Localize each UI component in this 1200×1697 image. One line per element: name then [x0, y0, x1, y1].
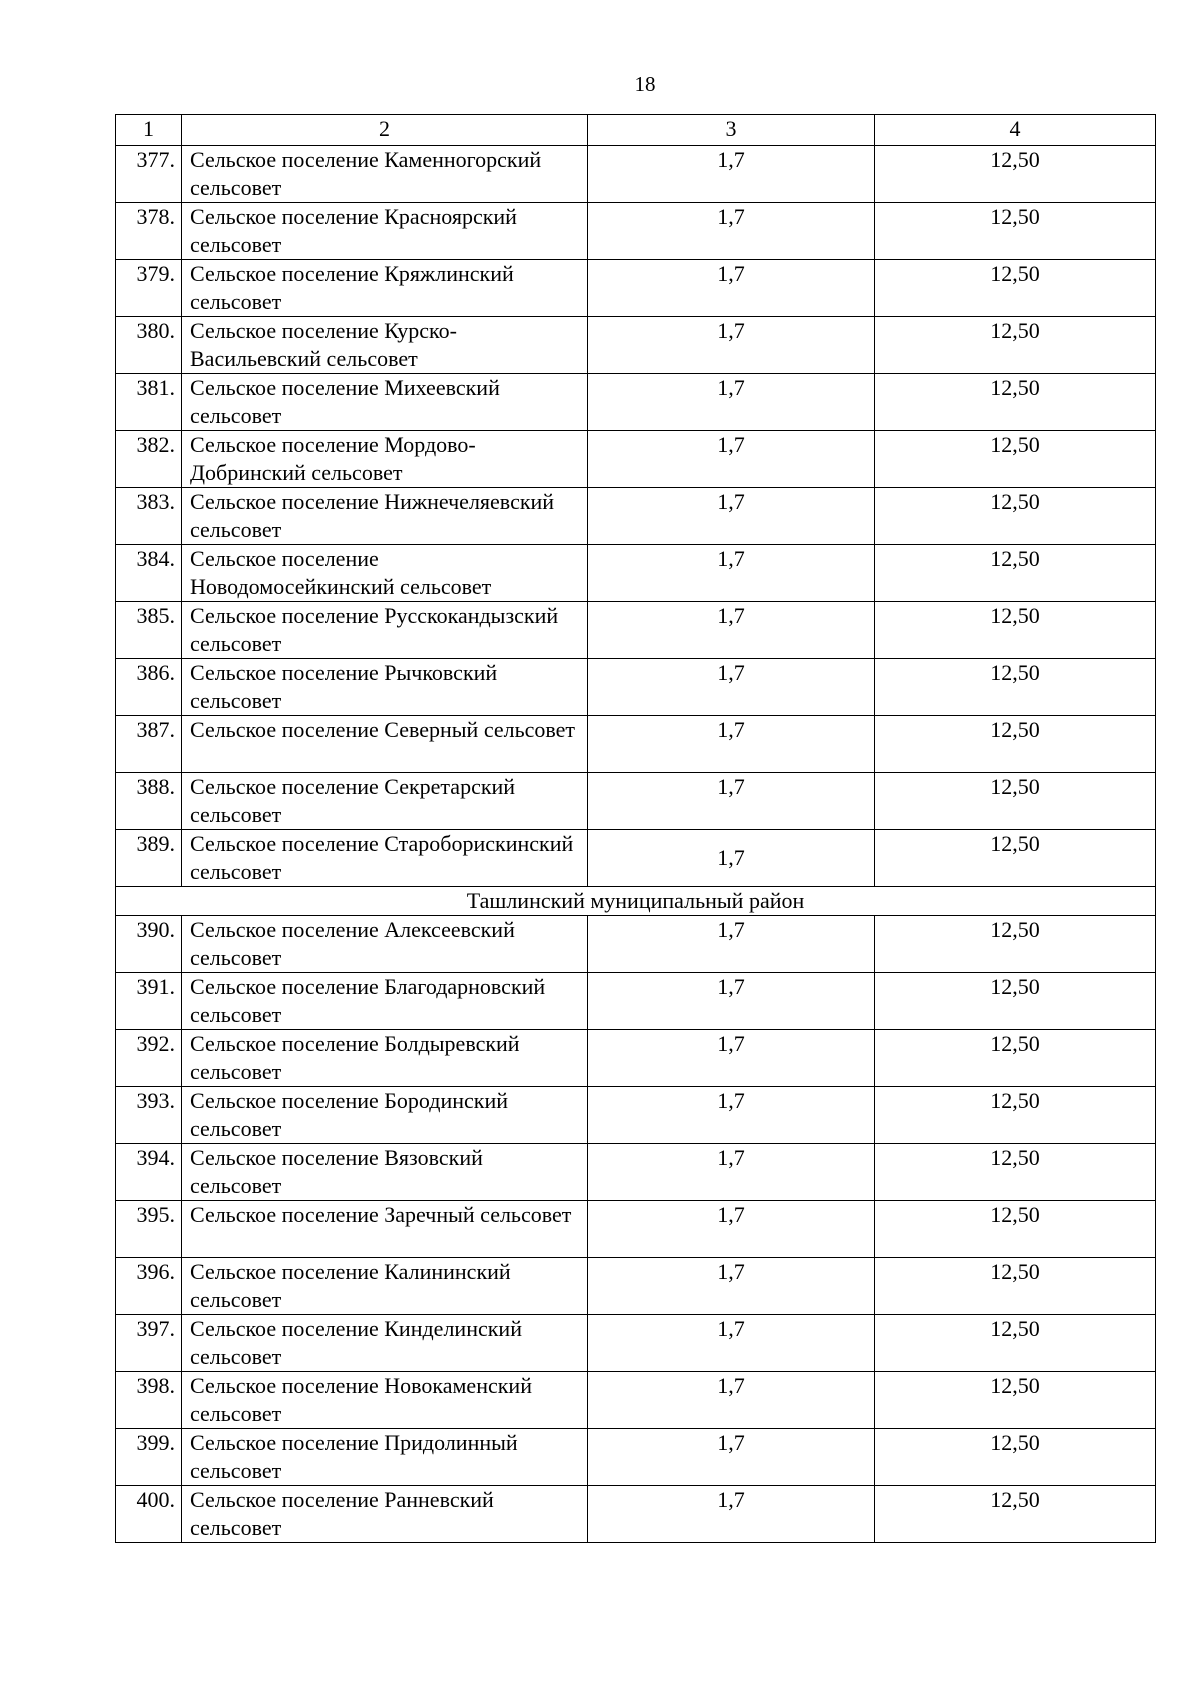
- settlement-name: Сельское поселение Вязовский сельсовет: [182, 1144, 588, 1201]
- coefficient-value: 1,7: [588, 431, 875, 488]
- row-number: 394.: [116, 1144, 182, 1201]
- coefficient-value: 1,7: [588, 1486, 875, 1543]
- settlement-name: Сельское поселение Алексеевский сельсовет: [182, 916, 588, 973]
- row-number: 377.: [116, 146, 182, 203]
- coefficient-value: 1,7: [588, 659, 875, 716]
- settlement-name: Сельское поселение Каменногорский сельсовет: [182, 146, 588, 203]
- table-header-row: [116, 115, 1156, 146]
- coefficient-value: 1,7: [588, 830, 875, 887]
- coefficient-value: 1,7: [588, 1201, 875, 1258]
- coefficient-value: 1,7: [588, 488, 875, 545]
- settlement-name: Сельское поселение Благодарновский сельсовет: [182, 973, 588, 1030]
- row-number: 399.: [116, 1429, 182, 1486]
- row-number: 396.: [116, 1258, 182, 1315]
- rate-value: 12,50: [875, 1087, 1156, 1144]
- rate-value: 12,50: [875, 1258, 1156, 1315]
- row-number: 395.: [116, 1201, 182, 1258]
- row-number: 383.: [116, 488, 182, 545]
- settlement-name: Сельское поселение Северный сельсовет: [182, 716, 588, 773]
- rate-value: 12,50: [875, 602, 1156, 659]
- row-number: 378.: [116, 203, 182, 260]
- header-cell-1: 1: [116, 115, 182, 146]
- coefficient-value: 1,7: [588, 317, 875, 374]
- table-row: [116, 602, 1156, 659]
- coefficient-value: 1,7: [588, 260, 875, 317]
- settlement-name: Сельское поселение Секретарский сельсовет: [182, 773, 588, 830]
- row-number: 380.: [116, 317, 182, 374]
- table-row: [116, 374, 1156, 431]
- rate-value: 12,50: [875, 431, 1156, 488]
- coefficient-value: 1,7: [588, 1372, 875, 1429]
- rate-value: 12,50: [875, 973, 1156, 1030]
- settlement-name: Сельское поселение Михеевский сельсовет: [182, 374, 588, 431]
- page-number: 18: [634, 72, 656, 96]
- settlement-name: Сельское поселение Староборискинский сельсовет: [182, 830, 588, 887]
- settlement-name: Сельское поселение Рычковский сельсовет: [182, 659, 588, 716]
- rate-value: 12,50: [875, 773, 1156, 830]
- row-number: 393.: [116, 1087, 182, 1144]
- settlement-name: Сельское поселение Мордово-Добринский сельсовет: [182, 431, 588, 488]
- rate-value: 12,50: [875, 1429, 1156, 1486]
- row-number: 398.: [116, 1372, 182, 1429]
- rate-value: 12,50: [875, 659, 1156, 716]
- rate-value: 12,50: [875, 916, 1156, 973]
- rate-value: 12,50: [875, 716, 1156, 773]
- rate-value: 12,50: [875, 1486, 1156, 1543]
- settlement-name: Сельское поселение Калининский сельсовет: [182, 1258, 588, 1315]
- coefficient-value: 1,7: [588, 1258, 875, 1315]
- rate-value: 12,50: [875, 203, 1156, 260]
- table-row: [116, 1486, 1156, 1543]
- table-row: [116, 146, 1156, 203]
- settlement-name: Сельское поселение Ранневский сельсовет: [182, 1486, 588, 1543]
- row-number: 392.: [116, 1030, 182, 1087]
- header-cell-3: 3: [588, 115, 875, 146]
- row-number: 385.: [116, 602, 182, 659]
- settlement-name: Сельское поселение Бородинский сельсовет: [182, 1087, 588, 1144]
- coefficient-value: 1,7: [588, 602, 875, 659]
- table-row: [116, 659, 1156, 716]
- table-row: [116, 830, 1156, 887]
- rate-value: 12,50: [875, 1315, 1156, 1372]
- row-number: 391.: [116, 973, 182, 1030]
- table-row: [116, 203, 1156, 260]
- settlement-name: Сельское поселение Нижнечеляевский сельсовет: [182, 488, 588, 545]
- settlement-name: Сельское поселение Кряжлинский сельсовет: [182, 260, 588, 317]
- rate-value: 12,50: [875, 488, 1156, 545]
- rate-value: 12,50: [875, 830, 1156, 887]
- header-cell-2: 2: [182, 115, 588, 146]
- table-row: [116, 1087, 1156, 1144]
- coefficient-value: 1,7: [588, 1087, 875, 1144]
- header-cell-4: 4: [875, 115, 1156, 146]
- settlement-name: Сельское поселение Болдыревский сельсовет: [182, 1030, 588, 1087]
- table-row: [116, 916, 1156, 973]
- settlement-name: Сельское поселение Придолинный сельсовет: [182, 1429, 588, 1486]
- table-row: [116, 716, 1156, 773]
- settlement-name: Сельское поселение Заречный сельсовет: [182, 1201, 588, 1258]
- coefficient-value: 1,7: [588, 1429, 875, 1486]
- table-row: [116, 488, 1156, 545]
- coefficient-value: 1,7: [588, 716, 875, 773]
- coefficient-value: 1,7: [588, 374, 875, 431]
- row-number: 384.: [116, 545, 182, 602]
- table-row: [116, 1429, 1156, 1486]
- table-row: [116, 431, 1156, 488]
- table-row: [116, 973, 1156, 1030]
- table-row: [116, 317, 1156, 374]
- settlement-name: Сельское поселение Новокаменский сельсовет: [182, 1372, 588, 1429]
- table-row: [116, 1258, 1156, 1315]
- row-number: 388.: [116, 773, 182, 830]
- rate-value: 12,50: [875, 260, 1156, 317]
- rate-value: 12,50: [875, 1144, 1156, 1201]
- row-number: 381.: [116, 374, 182, 431]
- rate-value: 12,50: [875, 1030, 1156, 1087]
- coefficient-value: 1,7: [588, 146, 875, 203]
- rate-value: 12,50: [875, 1372, 1156, 1429]
- coefficient-value: 1,7: [588, 916, 875, 973]
- table-row: [116, 1372, 1156, 1429]
- row-number: 387.: [116, 716, 182, 773]
- data-table: [115, 114, 1156, 1543]
- coefficient-value: 1,7: [588, 1315, 875, 1372]
- settlement-name: Сельское поселение Русскокандызский сельсовет: [182, 602, 588, 659]
- table-row: [116, 773, 1156, 830]
- row-number: 386.: [116, 659, 182, 716]
- row-number: 379.: [116, 260, 182, 317]
- section-title: Ташлинский муниципальный район: [116, 887, 1156, 916]
- table-row: [116, 1144, 1156, 1201]
- table-row: [116, 260, 1156, 317]
- settlement-name: Сельское поселение Красноярский сельсовет: [182, 203, 588, 260]
- row-number: 397.: [116, 1315, 182, 1372]
- coefficient-value: 1,7: [588, 1030, 875, 1087]
- coefficient-value: 1,7: [588, 545, 875, 602]
- rate-value: 12,50: [875, 317, 1156, 374]
- coefficient-value: 1,7: [588, 1144, 875, 1201]
- settlement-name: Сельское поселение Курско-Васильевский сельсовет: [182, 317, 588, 374]
- rate-value: 12,50: [875, 545, 1156, 602]
- row-number: 400.: [116, 1486, 182, 1543]
- table-row: [116, 1315, 1156, 1372]
- row-number: 382.: [116, 431, 182, 488]
- rate-value: 12,50: [875, 374, 1156, 431]
- table-row: [116, 545, 1156, 602]
- rate-value: 12,50: [875, 146, 1156, 203]
- settlement-name: Сельское поселение Кинделинский сельсовет: [182, 1315, 588, 1372]
- row-number: 389.: [116, 830, 182, 887]
- coefficient-value: 1,7: [588, 973, 875, 1030]
- coefficient-value: 1,7: [588, 203, 875, 260]
- settlement-name: Сельское поселение Новодомосейкинский сельсовет: [182, 545, 588, 602]
- section-row: [116, 887, 1156, 916]
- row-number: 390.: [116, 916, 182, 973]
- rate-value: 12,50: [875, 1201, 1156, 1258]
- table-row: [116, 1201, 1156, 1258]
- table-row: [116, 1030, 1156, 1087]
- coefficient-value: 1,7: [588, 773, 875, 830]
